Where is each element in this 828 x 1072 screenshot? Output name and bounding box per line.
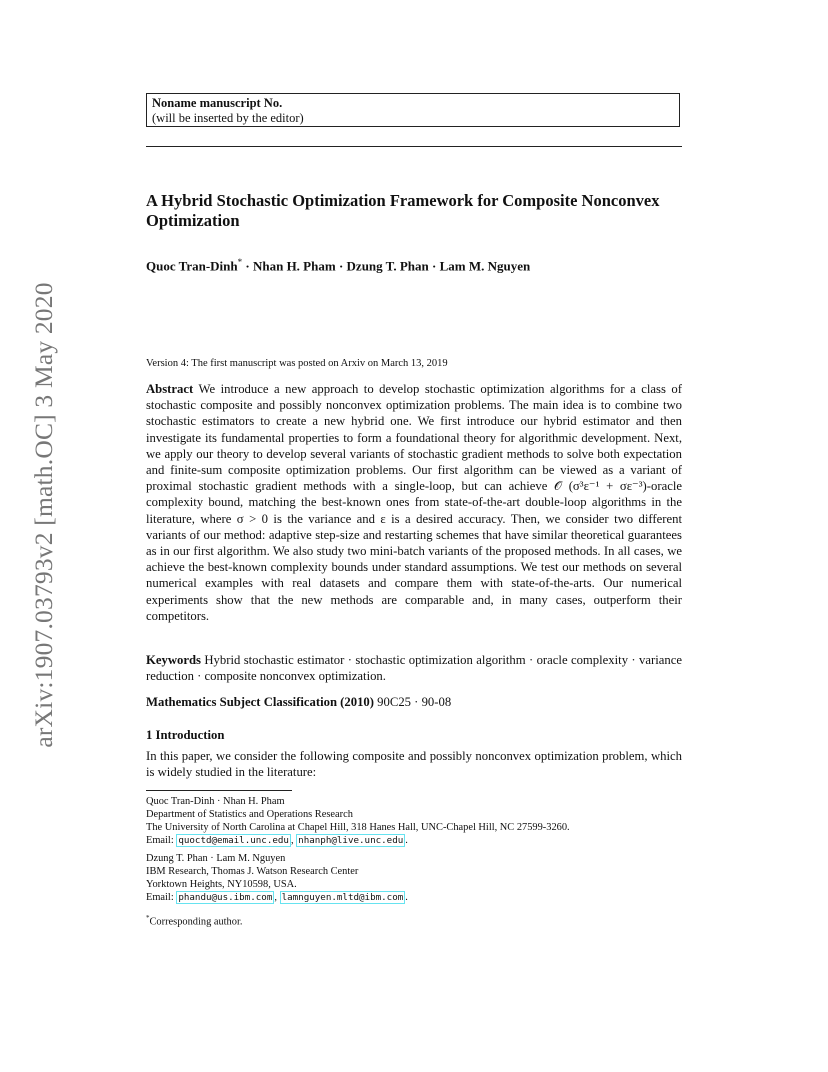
- author-name: Dzung T. Phan: [346, 258, 429, 274]
- email-link[interactable]: nhanph@live.unc.edu: [298, 835, 404, 847]
- abstract-text: We introduce a new approach to develop stochastic optimization algorithms for a class of stochastic composite and possibly nonconvex optimization problems. The main idea is to combine two stochastic estimators to create a new hybrid one. We first introduce our hybrid estimator and then investigate its fundamental properties to form a foundational theory for algorithmic development. Next, we apply our theory to develop several variants of stochastic gradient methods to solve both expectation and finite-sum composite optimization problems. Our first algorithm can be viewed as a variant of proximal stochastic gradient methods with a single-loop, but can achieve: [146, 382, 682, 494]
- affiliation-names: Quoc Tran-Dinh · Nhan H. Pham: [146, 796, 285, 807]
- abstract-label: Abstract: [146, 382, 194, 396]
- title-rule: [146, 146, 682, 147]
- email-link[interactable]: phandu@us.ibm.com: [178, 892, 273, 904]
- affiliation-email-line: Email: quoctd@email.unc.edu , nhanph@live.unc.edu .: [146, 835, 408, 847]
- email-link[interactable]: lamnguyen.mltd@ibm.com: [281, 892, 404, 904]
- email-label: Email:: [146, 835, 177, 847]
- paper-title: A Hybrid Stochastic Optimization Framework for Composite Nonconvex Optimization: [146, 191, 660, 230]
- abstract-text-continued: -oracle complexity bound, matching the best-known ones from state-of-the-art double-loop algorithms in the literature, where σ > 0 is the variance and ε is a desired accuracy. Then, we consider two different variants of our method: adaptive step-size and restarting schemes that have similar theoretical guarantees as in our first algorithm. We also study two mini-batch variants of the proposed methods. In all cases, we achieve the best-known complexity bounds under standard assumptions. We test our methods on several numerical examples with real datasets and compare them with state-of-the-arts. Our numerical experiments show that the new methods are comparable and, in many cases, outperform their competitors.: [146, 479, 682, 623]
- footnote-rule: [146, 790, 292, 791]
- section-heading: 1 Introduction: [146, 728, 225, 742]
- author-list: [146, 254, 682, 274]
- author-separator: ·: [242, 258, 253, 274]
- affiliation-email-line: Email: phandu@us.ibm.com , lamnguyen.mltd@ibm.com .: [146, 892, 408, 904]
- affiliation-institution: The University of North Carolina at Chapel Hill, 318 Hanes Hall, UNC-Chapel Hill, NC 27599-3260.: [146, 822, 570, 834]
- email-link[interactable]: quoctd@email.unc.edu: [178, 835, 289, 847]
- corresponding-note-text: Corresponding author.: [149, 916, 243, 928]
- author-separator: ·: [335, 258, 347, 274]
- author-name: Quoc Tran-Dinh: [146, 258, 238, 274]
- keywords-label: Keywords: [146, 653, 201, 667]
- subject-classification: [146, 694, 682, 710]
- email-label: Email:: [146, 892, 177, 904]
- author-name: Nhan H. Pham: [252, 258, 336, 274]
- corresponding-mark: *: [237, 257, 243, 267]
- affiliation-institution: IBM Research, Thomas J. Watson Research Center: [146, 866, 359, 878]
- msc-codes: 90C25 · 90-08: [374, 695, 452, 709]
- keywords-text: Hybrid stochastic estimator · stochastic optimization algorithm · oracle complexity · variance reduction · composite nonconvex optimization.: [146, 653, 682, 684]
- manuscript-number-label: Noname manuscript No.: [152, 96, 283, 110]
- affiliation-address: Yorktown Heights, NY10598, USA.: [146, 879, 297, 891]
- affiliation-names: Dzung T. Phan · Lam M. Nguyen: [146, 853, 286, 864]
- abstract: [146, 381, 682, 624]
- version-note: Version 4: The first manuscript was posted on Arxiv on March 13, 2019: [146, 358, 448, 369]
- editor-note: (will be inserted by the editor): [152, 111, 304, 125]
- keywords: [146, 652, 682, 684]
- affiliation-block: [146, 795, 682, 847]
- corresponding-author-note: [146, 912, 682, 929]
- manuscript-header-box: [146, 93, 680, 127]
- complexity-expression: 𝒪 (σ³ε⁻¹ + σε⁻³): [554, 479, 647, 494]
- author-separator: ·: [428, 258, 440, 274]
- author-name: Lam M. Nguyen: [439, 258, 531, 274]
- corresponding-mark: *: [146, 914, 150, 922]
- arxiv-identifier-stamp: arXiv:1907.03793v2 [math.OC] 3 May 2020: [29, 282, 58, 748]
- affiliation-block: [146, 852, 682, 904]
- msc-label: Mathematics Subject Classification (2010): [146, 695, 374, 709]
- intro-paragraph: In this paper, we consider the following composite and possibly nonconvex optimization problem, which is widely studied in the literature:: [146, 749, 682, 780]
- affiliation-department: Department of Statistics and Operations Research: [146, 809, 353, 821]
